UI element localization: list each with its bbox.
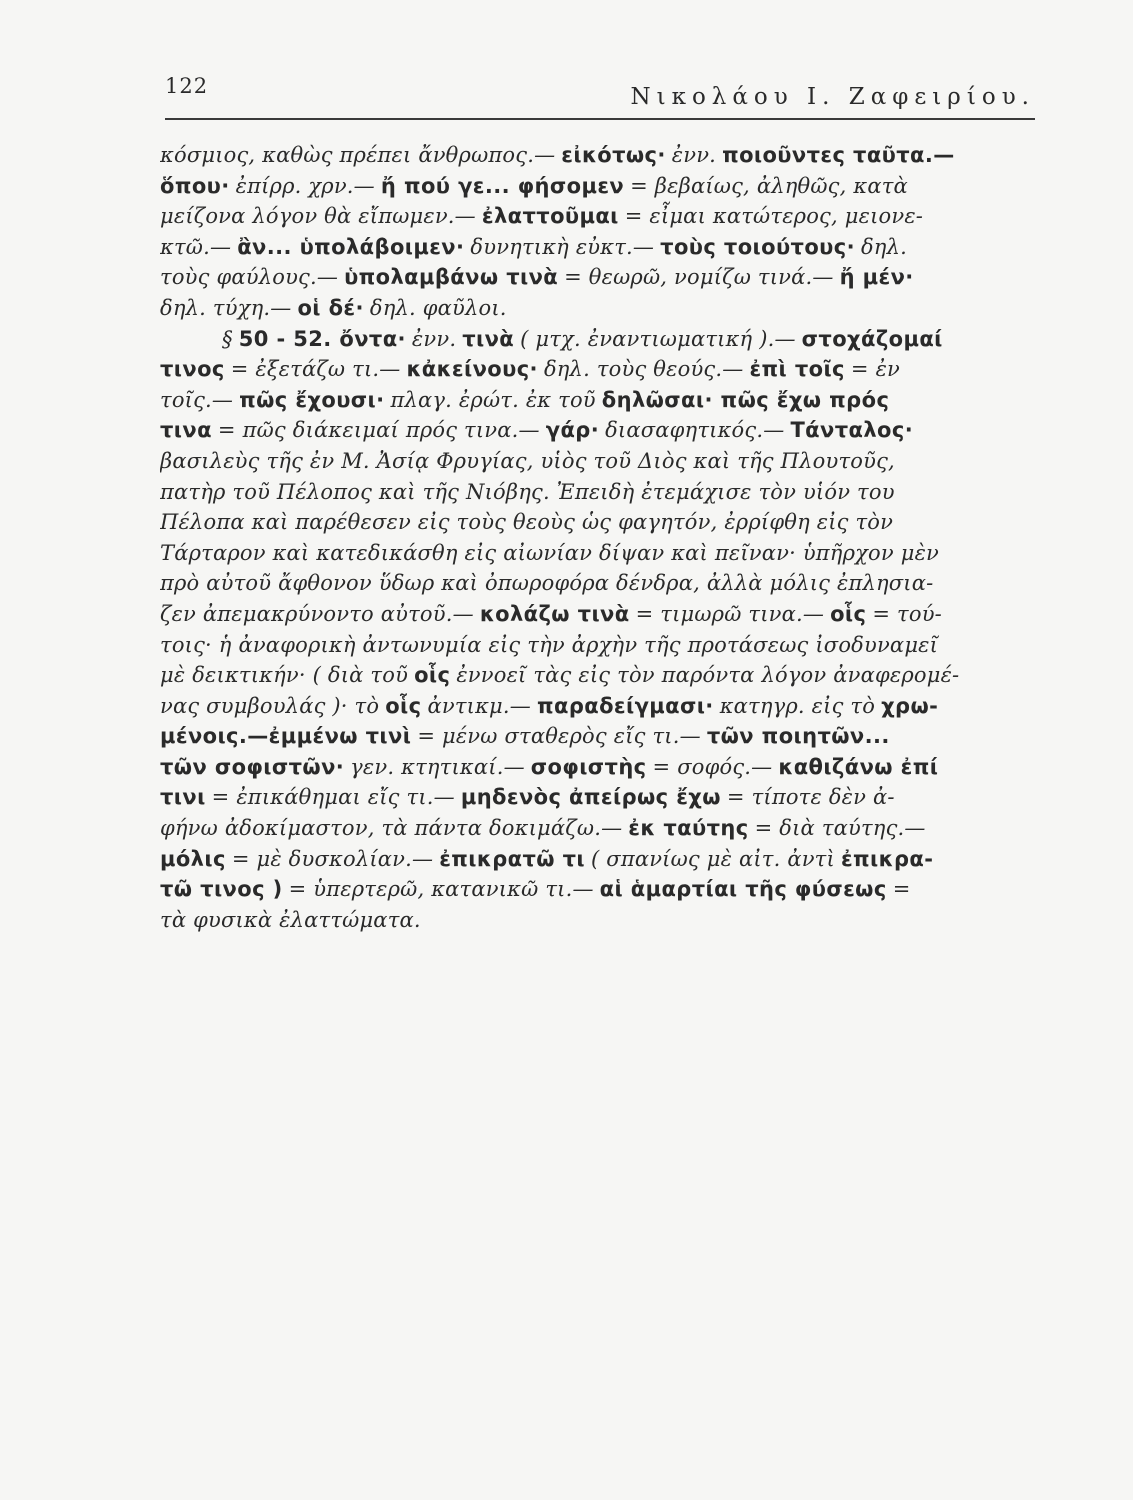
gloss-text: τοῖς.— (160, 387, 234, 412)
bold-lemma: ἐπικρατῶ τι (439, 846, 586, 871)
bold-lemma: αἱ ἁμαρτίαι τῆς φύσεως (599, 877, 887, 902)
text-line (160, 721, 995, 752)
bold-lemma: παραδείγμασι· (536, 693, 714, 718)
gloss-text: = μὲ δυσκολίαν.— (231, 846, 434, 871)
gloss-text: ἐννοεῖ τὰς εἰς τὸν παρόντα λόγον ἀναφερομέ- (456, 663, 960, 688)
text-line (160, 568, 995, 599)
text-line (160, 232, 995, 263)
gloss-text: = θεωρῶ, νομίζω τινά.— (564, 265, 834, 290)
gloss-text: = εἶμαι κατώτερος, μειονε- (624, 204, 924, 229)
text-line (160, 354, 995, 385)
bold-lemma: ἐπὶ τοῖς (749, 357, 845, 382)
bold-lemma: εἰκότως· (561, 143, 666, 167)
gloss-text: = τίποτε δὲν ἀ- (726, 785, 895, 810)
bold-lemma: κολάζω τινὰ (479, 601, 630, 626)
gloss-text: ἀντικμ.— (427, 693, 531, 718)
bold-lemma: οἷς (830, 601, 867, 626)
bold-lemma: μηδενὸς ἀπείρως ἔχω (460, 785, 721, 810)
text-line (160, 691, 995, 722)
bold-lemma: δηλῶσαι· πῶς ἔχω πρός (601, 387, 890, 412)
text-line (160, 538, 995, 569)
gloss-text: = τιμωρῶ τινα.— (635, 601, 825, 626)
gloss-text: φήνω ἀδοκίμαστον, τὰ πάντα δοκιμάζω.— (160, 816, 623, 841)
gloss-text: = ὑπερτερῶ, κατανικῶ τι.— (288, 877, 594, 902)
bold-lemma: Τάνταλος· (790, 418, 914, 443)
bold-lemma: ἤ μέν· (839, 265, 914, 290)
gloss-text: διασαφητικός.— (605, 418, 785, 443)
bold-lemma: μόλις (160, 846, 226, 871)
gloss-text: μὲ δεικτικήν· ( διὰ τοῦ (160, 663, 409, 688)
gloss-text: γεν. κτητικαί.— (350, 754, 525, 779)
text-line (160, 262, 995, 293)
bold-lemma: οἷς (385, 693, 422, 718)
page-header (165, 74, 1035, 114)
bold-lemma: ἤ πού γε... φήσομεν (380, 173, 625, 198)
bold-lemma: χρω- (881, 693, 939, 718)
gloss-text: = σοφός.— (652, 754, 773, 779)
text-line (160, 844, 995, 875)
gloss-text: Πέλοπα καὶ παρέθεσεν εἰς τοὺς θεοὺς ὡς φαγητόν, ἐρρίφθη εἰς τὸν (160, 510, 894, 535)
gloss-text: πατὴρ τοῦ Πέλοπος καὶ τῆς Νιόβης. Ἐπειδὴ ἐτεμάχισε τὸν υἱόν του (160, 479, 895, 504)
gloss-text: ( μτχ. ἐναντιωματική ).— (520, 326, 796, 351)
bold-lemma: 50 - 52. ὄντα· (238, 326, 406, 351)
bold-lemma: οἷς (414, 663, 451, 688)
running-head: Νικολάου Ι. Ζαφειρίου. (630, 84, 1035, 110)
gloss-text: δηλ. τύχη.— (160, 295, 292, 320)
bold-lemma: τῶν σοφιστῶν· (160, 754, 345, 779)
gloss-text: § (222, 326, 233, 351)
gloss-text: = (892, 877, 911, 902)
gloss-text: δηλ. τοὺς θεούς.— (543, 357, 744, 382)
bold-lemma: ὅπου· (160, 173, 230, 198)
text-line (160, 324, 995, 355)
gloss-text: ζεν ἀπεμακρύνοντο αὐτοῦ.— (160, 601, 474, 626)
gloss-text: = μένω σταθερὸς εἴς τι.— (417, 724, 701, 749)
gloss-text: μείζονα λόγον θὰ εἴπωμεν.— (160, 204, 476, 229)
gloss-text: ἐνν. (411, 326, 457, 351)
gloss-text: τοις· ἡ ἀναφορικὴ ἀντωνυμία εἰς τὴν ἀρχὴν τῆς προτάσεως ἰσοδυναμεῖ (160, 632, 939, 657)
bold-lemma: σοφιστὴς (530, 754, 647, 779)
gloss-text: = πῶς διάκειμαί πρός τινα.— (217, 418, 540, 443)
gloss-text: ἐπίρρ. χρν.— (235, 173, 375, 198)
header-rule (165, 118, 1035, 120)
gloss-text: ἐνν. (671, 143, 717, 167)
bold-lemma: ὑπολαμβάνω τινὰ (344, 265, 559, 290)
gloss-text: = ἐξετάζω τι.— (230, 357, 401, 382)
bold-lemma: γάρ· (545, 418, 600, 443)
text-line (160, 140, 995, 171)
text-line (160, 446, 995, 477)
gloss-text: τὰ φυσικὰ ἐλαττώματα. (160, 907, 421, 932)
text-line (160, 293, 995, 324)
gloss-text: = βεβαίως, ἀληθῶς, κατὰ (630, 173, 908, 198)
text-line (160, 874, 995, 905)
text-line (160, 477, 995, 508)
commentary-text (160, 140, 995, 935)
gloss-text: κτῶ.— (160, 234, 232, 259)
bold-lemma: τῶ τινος ) (160, 877, 283, 902)
text-line (160, 599, 995, 630)
gloss-text: δηλ. φαῦλοι. (369, 295, 507, 320)
bold-lemma: ποιοῦντες ταῦτα.— (722, 143, 955, 167)
text-line (160, 171, 995, 202)
text-line (160, 905, 995, 936)
gloss-text: = τού- (872, 601, 942, 626)
bold-lemma: τινος (160, 357, 225, 382)
text-line (160, 660, 995, 691)
bold-lemma: οἱ δέ· (297, 295, 364, 320)
text-line (160, 782, 995, 813)
text-line (160, 752, 995, 783)
bold-lemma: τινὰ (462, 326, 515, 351)
gloss-text: βασιλεὺς τῆς ἐν Μ. Ἀσίᾳ Φρυγίας, υἱὸς τοῦ Διὸς καὶ τῆς Πλουτοῦς, (160, 448, 895, 473)
bold-lemma: τινι (160, 785, 206, 810)
gloss-text: νας συμβουλάς )· τὸ (160, 693, 380, 718)
text-line (160, 630, 995, 661)
gloss-text: δυνητικὴ εὐκτ.— (470, 234, 655, 259)
text-line (160, 415, 995, 446)
bold-lemma: καθιζάνω ἐπί (778, 754, 939, 779)
bold-lemma: ἐκ ταύτης (628, 816, 749, 841)
page-number: 122 (165, 74, 209, 98)
bold-lemma: τινα (160, 418, 212, 443)
bold-lemma: τοὺς τοιούτους· (660, 234, 855, 259)
gloss-text: = ἐν (850, 357, 901, 382)
gloss-text: δηλ. (860, 234, 907, 259)
text-line (160, 507, 995, 538)
gloss-text: κατηγρ. εἰς τὸ (719, 693, 876, 718)
bold-lemma: στοχάζομαί (801, 326, 943, 351)
gloss-text: = ἐπικάθημαι εἴς τι.— (211, 785, 455, 810)
gloss-text: κόσμιος, καθὼς πρέπει ἄνθρωπος.— (160, 143, 556, 167)
bold-lemma: ἐπικρα- (840, 846, 934, 871)
bold-lemma: κἀκείνους· (406, 357, 538, 382)
bold-lemma: ἐλαττοῦμαι (481, 204, 619, 229)
gloss-text: Τάρταρον καὶ κατεδικάσθη εἰς αἰωνίαν δίψαν καὶ πεῖναν· ὑπῆρχον μὲν (160, 540, 940, 565)
gloss-text: ( σπανίως μὲ αἰτ. ἀντὶ (591, 846, 835, 871)
gloss-text: τοὺς φαύλους.— (160, 265, 339, 290)
text-line (160, 385, 995, 416)
gloss-text: πλαγ. ἐρώτ. ἐκ τοῦ (390, 387, 596, 412)
gloss-text: πρὸ αὐτοῦ ἄφθονον ὕδωρ καὶ ὀπωροφόρα δένδρα, ἀλλὰ μόλις ἐπλησια- (160, 571, 934, 596)
bold-lemma: ἂν... ὑπολάβοιμεν· (237, 234, 465, 259)
text-line (160, 813, 995, 844)
bold-lemma: μένοις.—ἐμμένω τινὶ (160, 724, 412, 749)
text-line (160, 201, 995, 232)
bold-lemma: τῶν ποιητῶν... (706, 724, 890, 749)
bold-lemma: πῶς ἔχουσι· (239, 387, 385, 412)
gloss-text: = διὰ ταύτης.— (754, 816, 926, 841)
